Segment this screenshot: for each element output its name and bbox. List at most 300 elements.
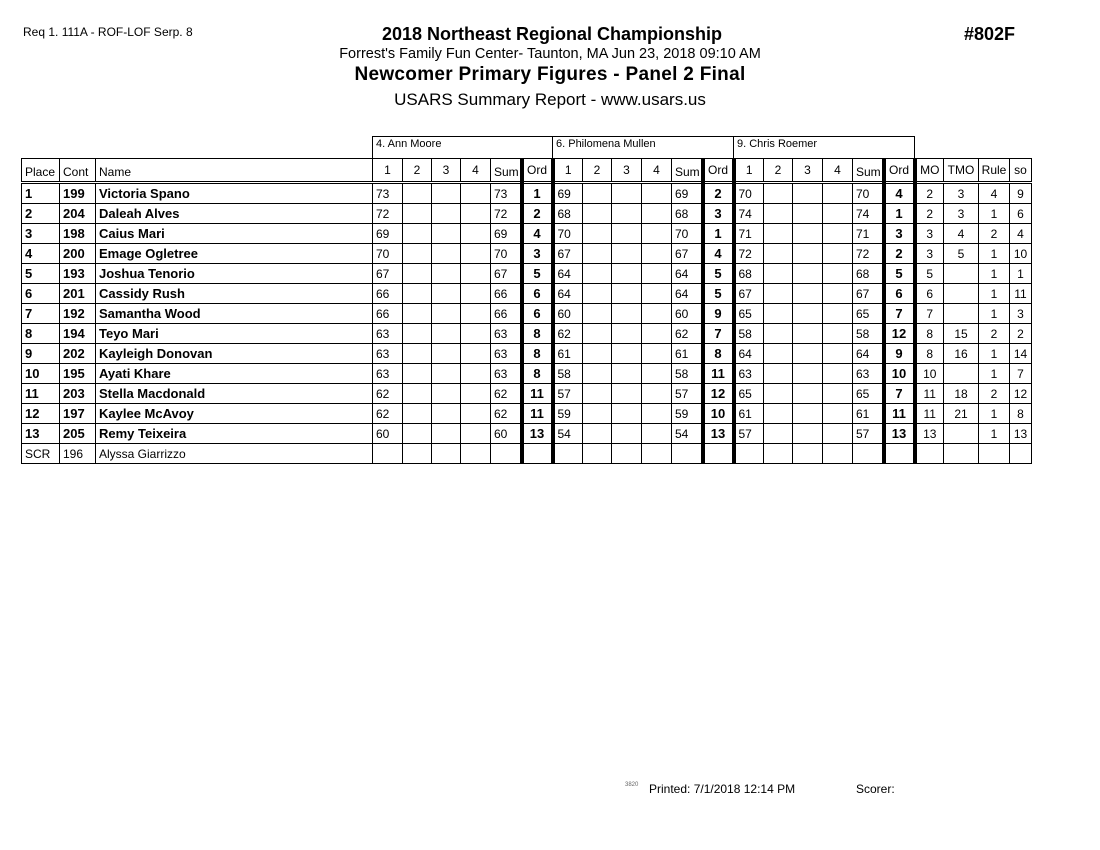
empty-ordinal-cell [522, 444, 553, 464]
ordinal-cell: 7 [703, 324, 734, 344]
score-empty-cell [403, 384, 432, 404]
score-empty-cell [612, 364, 642, 384]
score-1-cell: 54 [553, 424, 583, 444]
sum-cell: 67 [672, 244, 703, 264]
score-empty-cell [612, 264, 642, 284]
score-empty-cell [823, 324, 853, 344]
skater-name-cell: Samantha Wood [96, 304, 373, 324]
score-empty-cell [764, 404, 793, 424]
results-table [21, 136, 1032, 464]
ordinal-cell: 13 [703, 424, 734, 444]
score-empty-cell [793, 204, 823, 224]
score-empty-cell [403, 183, 432, 204]
score-1-cell: 72 [373, 204, 403, 224]
header-judge3-ord: Ord [884, 159, 915, 183]
skater-name-cell: Ayati Khare [96, 364, 373, 384]
score-empty-cell [642, 304, 672, 324]
score-empty-cell [642, 344, 672, 364]
rule-cell: 1 [979, 304, 1010, 324]
table-row [22, 264, 1032, 284]
so-cell: 11 [1010, 284, 1032, 304]
tmo-cell: 21 [944, 404, 979, 424]
ordinal-cell: 5 [522, 264, 553, 284]
skater-name-cell: Remy Teixeira [96, 424, 373, 444]
score-empty-cell [432, 324, 461, 344]
mo-cell: 7 [915, 304, 944, 324]
score-empty-cell [461, 364, 491, 384]
table-row [22, 324, 1032, 344]
column-header-row [22, 159, 1032, 183]
score-empty-cell [432, 344, 461, 364]
ordinal-cell: 5 [884, 264, 915, 284]
place-cell: 4 [22, 244, 60, 264]
table-row [22, 183, 1032, 204]
sum-cell: 66 [491, 284, 522, 304]
sum-cell: 68 [853, 264, 884, 284]
tmo-cell [944, 304, 979, 324]
ordinal-cell: 1 [884, 204, 915, 224]
so-cell: 10 [1010, 244, 1032, 264]
header-judge3-j2: 2 [764, 159, 793, 183]
rule-cell: 2 [979, 224, 1010, 244]
score-empty-cell [432, 224, 461, 244]
sum-cell: 62 [491, 384, 522, 404]
header-judge3-sum: Sum [853, 159, 884, 183]
score-empty-cell [583, 384, 612, 404]
sum-cell: 69 [491, 224, 522, 244]
skater-name-cell: Kayleigh Donovan [96, 344, 373, 364]
score-empty-cell [793, 183, 823, 204]
ordinal-cell: 12 [703, 384, 734, 404]
score-empty-cell [612, 404, 642, 424]
score-empty-cell [793, 404, 823, 424]
score-1-cell: 59 [553, 404, 583, 424]
score-empty-cell [642, 264, 672, 284]
score-empty-cell [612, 424, 642, 444]
score-1-cell: 57 [734, 424, 764, 444]
tmo-cell [944, 264, 979, 284]
place-cell: 7 [22, 304, 60, 324]
sum-cell: 64 [672, 264, 703, 284]
printed-timestamp: Printed: 7/1/2018 12:14 PM [649, 782, 796, 796]
score-empty-cell [642, 224, 672, 244]
score-1-cell: 64 [734, 344, 764, 364]
ordinal-cell: 10 [884, 364, 915, 384]
score-empty-cell [612, 244, 642, 264]
mo-cell: 11 [915, 384, 944, 404]
mo-cell: 2 [915, 204, 944, 224]
score-empty-cell [642, 183, 672, 204]
score-empty-cell [403, 324, 432, 344]
cont-cell: 201 [60, 284, 96, 304]
rule-cell: 1 [979, 284, 1010, 304]
ordinal-cell: 6 [522, 304, 553, 324]
ordinal-cell: 7 [884, 384, 915, 404]
score-empty-cell [461, 244, 491, 264]
score-1-cell: 61 [553, 344, 583, 364]
score-empty-cell [642, 364, 672, 384]
score-empty-cell [793, 384, 823, 404]
header-place: Place [22, 159, 60, 183]
score-1-cell: 70 [553, 224, 583, 244]
page-title: 2018 Northeast Regional Championship [381, 24, 723, 44]
so-cell: 3 [1010, 304, 1032, 324]
place-cell: 13 [22, 424, 60, 444]
score-1-cell: 63 [373, 364, 403, 384]
score-empty-cell [764, 284, 793, 304]
ordinal-cell: 3 [703, 204, 734, 224]
table-row [22, 364, 1032, 384]
score-empty-cell [823, 404, 853, 424]
rule-cell: 2 [979, 324, 1010, 344]
score-empty-cell [403, 344, 432, 364]
empty-cell [583, 444, 612, 464]
cont-cell: 205 [60, 424, 96, 444]
rule-cell: 1 [979, 264, 1010, 284]
sum-cell: 61 [672, 344, 703, 364]
scratched-name-cell: Alyssa Giarrizzo [96, 444, 373, 464]
score-empty-cell [461, 284, 491, 304]
sum-cell: 59 [672, 404, 703, 424]
score-empty-cell [612, 183, 642, 204]
empty-cell [853, 444, 884, 464]
score-1-cell: 65 [734, 304, 764, 324]
ordinal-cell: 13 [522, 424, 553, 444]
event-title: Newcomer Primary Figures - Panel 2 Final [354, 64, 746, 85]
score-empty-cell [461, 304, 491, 324]
score-1-cell: 66 [373, 284, 403, 304]
scratched-cont-cell: 196 [60, 444, 96, 464]
tmo-cell: 3 [944, 204, 979, 224]
score-empty-cell [583, 244, 612, 264]
rule-cell: 4 [979, 183, 1010, 204]
header-judge3-j4: 4 [823, 159, 853, 183]
place-cell: 1 [22, 183, 60, 204]
score-empty-cell [764, 244, 793, 264]
sum-cell: 63 [491, 364, 522, 384]
score-empty-cell [403, 264, 432, 284]
ordinal-cell: 8 [703, 344, 734, 364]
header-judge2-sum: Sum [672, 159, 703, 183]
judge-3-name: 9. Chris Roemer [734, 137, 915, 159]
sum-cell: 54 [672, 424, 703, 444]
ordinal-cell: 2 [522, 204, 553, 224]
rule-cell: 1 [979, 244, 1010, 264]
skater-name-cell: Daleah Alves [96, 204, 373, 224]
score-empty-cell [583, 224, 612, 244]
score-1-cell: 62 [373, 384, 403, 404]
judge-2-name: 6. Philomena Mullen [553, 137, 734, 159]
mo-cell: 6 [915, 284, 944, 304]
sum-cell: 62 [672, 324, 703, 344]
score-empty-cell [823, 304, 853, 324]
place-cell: 3 [22, 224, 60, 244]
score-empty-cell [583, 344, 612, 364]
score-empty-cell [764, 264, 793, 284]
score-1-cell: 73 [373, 183, 403, 204]
score-1-cell: 67 [373, 264, 403, 284]
table-row [22, 204, 1032, 224]
score-empty-cell [432, 264, 461, 284]
score-1-cell: 58 [553, 364, 583, 384]
ordinal-cell: 3 [522, 244, 553, 264]
table-row [22, 304, 1032, 324]
table-row [22, 244, 1032, 264]
empty-cell [491, 444, 522, 464]
ordinal-cell: 7 [884, 304, 915, 324]
score-1-cell: 74 [734, 204, 764, 224]
cont-cell: 194 [60, 324, 96, 344]
mo-cell: 3 [915, 224, 944, 244]
score-empty-cell [612, 224, 642, 244]
score-empty-cell [642, 204, 672, 224]
empty-cell [553, 444, 583, 464]
header-judge1-ord: Ord [522, 159, 553, 183]
place-cell: 5 [22, 264, 60, 284]
score-empty-cell [461, 204, 491, 224]
skater-name-cell: Emage Ogletree [96, 244, 373, 264]
score-empty-cell [612, 284, 642, 304]
skater-name-cell: Kaylee McAvoy [96, 404, 373, 424]
ordinal-cell: 8 [522, 344, 553, 364]
mo-cell: 10 [915, 364, 944, 384]
score-empty-cell [432, 404, 461, 424]
place-cell: 2 [22, 204, 60, 224]
header-judge1-j3: 3 [432, 159, 461, 183]
tmo-cell [944, 284, 979, 304]
empty-cell [979, 444, 1010, 464]
tmo-cell: 18 [944, 384, 979, 404]
skater-name-cell: Stella Macdonald [96, 384, 373, 404]
cont-cell: 195 [60, 364, 96, 384]
report-subtitle: USARS Summary Report - www.usars.us [394, 90, 706, 109]
score-empty-cell [461, 424, 491, 444]
scorer-label: Scorer: [856, 782, 895, 796]
rule-cell: 1 [979, 404, 1010, 424]
header-judge2-j4: 4 [642, 159, 672, 183]
sum-cell: 60 [491, 424, 522, 444]
score-1-cell: 67 [734, 284, 764, 304]
place-cell: 8 [22, 324, 60, 344]
cont-cell: 197 [60, 404, 96, 424]
sum-cell: 68 [672, 204, 703, 224]
score-empty-cell [612, 384, 642, 404]
score-1-cell: 68 [734, 264, 764, 284]
score-empty-cell [461, 324, 491, 344]
score-empty-cell [612, 344, 642, 364]
ordinal-cell: 8 [522, 364, 553, 384]
sum-cell: 57 [853, 424, 884, 444]
cont-cell: 199 [60, 183, 96, 204]
tmo-cell: 16 [944, 344, 979, 364]
header-so: so [1010, 159, 1032, 183]
empty-cell [793, 444, 823, 464]
score-empty-cell [612, 204, 642, 224]
so-cell: 8 [1010, 404, 1032, 424]
table-row [22, 424, 1032, 444]
header-cont: Cont [60, 159, 96, 183]
score-empty-cell [823, 224, 853, 244]
score-1-cell: 65 [734, 384, 764, 404]
ordinal-cell: 2 [703, 183, 734, 204]
mo-cell: 8 [915, 324, 944, 344]
score-empty-cell [461, 404, 491, 424]
empty-cell [612, 444, 642, 464]
score-1-cell: 62 [553, 324, 583, 344]
tmo-cell: 5 [944, 244, 979, 264]
cont-cell: 200 [60, 244, 96, 264]
score-1-cell: 58 [734, 324, 764, 344]
ordinal-cell: 5 [703, 264, 734, 284]
score-empty-cell [583, 424, 612, 444]
empty-cell [461, 444, 491, 464]
score-1-cell: 63 [373, 344, 403, 364]
sum-cell: 61 [853, 404, 884, 424]
cont-cell: 192 [60, 304, 96, 324]
score-empty-cell [403, 404, 432, 424]
header-judge2-j2: 2 [583, 159, 612, 183]
score-empty-cell [432, 364, 461, 384]
score-empty-cell [793, 424, 823, 444]
score-empty-cell [764, 324, 793, 344]
judge-header-row [22, 137, 1032, 159]
score-empty-cell [823, 384, 853, 404]
skater-name-cell: Teyo Mari [96, 324, 373, 344]
score-empty-cell [642, 384, 672, 404]
empty-cell [944, 444, 979, 464]
score-empty-cell [793, 344, 823, 364]
score-empty-cell [432, 204, 461, 224]
score-empty-cell [612, 304, 642, 324]
score-1-cell: 63 [373, 324, 403, 344]
skater-name-cell: Victoria Spano [96, 183, 373, 204]
score-empty-cell [403, 204, 432, 224]
score-empty-cell [583, 284, 612, 304]
score-empty-cell [642, 424, 672, 444]
sum-cell: 63 [491, 344, 522, 364]
rule-cell: 1 [979, 344, 1010, 364]
sum-cell: 58 [672, 364, 703, 384]
sum-cell: 65 [853, 384, 884, 404]
score-1-cell: 70 [373, 244, 403, 264]
place-cell: 11 [22, 384, 60, 404]
score-empty-cell [403, 304, 432, 324]
score-empty-cell [461, 183, 491, 204]
empty-ordinal-cell [703, 444, 734, 464]
table-row [22, 224, 1032, 244]
header-judge1-j1: 1 [373, 159, 403, 183]
score-1-cell: 69 [553, 183, 583, 204]
header-judge3-j3: 3 [793, 159, 823, 183]
tmo-cell [944, 364, 979, 384]
empty-ordinal-cell [884, 444, 915, 464]
ordinal-cell: 2 [884, 244, 915, 264]
header-judge1-j2: 2 [403, 159, 432, 183]
ordinal-cell: 4 [884, 183, 915, 204]
tmo-cell [944, 424, 979, 444]
so-cell: 4 [1010, 224, 1032, 244]
version-number: 3820 [625, 782, 639, 788]
rule-cell: 1 [979, 424, 1010, 444]
tmo-cell: 3 [944, 183, 979, 204]
sum-cell: 63 [491, 324, 522, 344]
ordinal-cell: 4 [522, 224, 553, 244]
sum-cell: 57 [672, 384, 703, 404]
so-cell: 13 [1010, 424, 1032, 444]
so-cell: 14 [1010, 344, 1032, 364]
table-row [22, 284, 1032, 304]
score-empty-cell [403, 284, 432, 304]
sum-cell: 64 [853, 344, 884, 364]
empty-cell [642, 444, 672, 464]
empty-cell [432, 444, 461, 464]
skater-name-cell: Joshua Tenorio [96, 264, 373, 284]
score-empty-cell [823, 424, 853, 444]
table-row [22, 384, 1032, 404]
header-judge1-j4: 4 [461, 159, 491, 183]
so-cell: 12 [1010, 384, 1032, 404]
judge-1-name: 4. Ann Moore [373, 137, 553, 159]
score-empty-cell [642, 284, 672, 304]
score-empty-cell [823, 364, 853, 384]
place-cell: 12 [22, 404, 60, 424]
score-empty-cell [583, 324, 612, 344]
score-1-cell: 72 [734, 244, 764, 264]
ordinal-cell: 11 [703, 364, 734, 384]
sum-cell: 70 [491, 244, 522, 264]
header-tmo: TMO [944, 159, 979, 183]
score-empty-cell [583, 364, 612, 384]
empty-cell [764, 444, 793, 464]
ordinal-cell: 13 [884, 424, 915, 444]
ordinal-cell: 5 [703, 284, 734, 304]
tmo-cell: 4 [944, 224, 979, 244]
empty-cell [734, 444, 764, 464]
score-1-cell: 68 [553, 204, 583, 224]
score-1-cell: 70 [734, 183, 764, 204]
ordinal-cell: 6 [522, 284, 553, 304]
scratched-place-cell: SCR [22, 444, 60, 464]
score-1-cell: 60 [553, 304, 583, 324]
score-empty-cell [823, 244, 853, 264]
score-empty-cell [461, 224, 491, 244]
cont-cell: 202 [60, 344, 96, 364]
score-empty-cell [642, 244, 672, 264]
header-judge2-ord: Ord [703, 159, 734, 183]
score-empty-cell [642, 324, 672, 344]
score-empty-cell [583, 304, 612, 324]
score-empty-cell [764, 424, 793, 444]
score-empty-cell [583, 183, 612, 204]
score-empty-cell [403, 244, 432, 264]
sum-cell: 64 [672, 284, 703, 304]
score-empty-cell [461, 384, 491, 404]
requirement-label: Req 1. 111A - ROF-LOF Serp. 8 [23, 25, 193, 39]
score-empty-cell [461, 264, 491, 284]
ordinal-cell: 4 [703, 244, 734, 264]
score-empty-cell [823, 264, 853, 284]
score-1-cell: 64 [553, 284, 583, 304]
score-1-cell: 64 [553, 264, 583, 284]
score-1-cell: 71 [734, 224, 764, 244]
score-empty-cell [793, 284, 823, 304]
sum-cell: 65 [853, 304, 884, 324]
sum-cell: 74 [853, 204, 884, 224]
score-empty-cell [764, 224, 793, 244]
header-judge2-j3: 3 [612, 159, 642, 183]
sum-cell: 67 [853, 284, 884, 304]
skater-name-cell: Cassidy Rush [96, 284, 373, 304]
